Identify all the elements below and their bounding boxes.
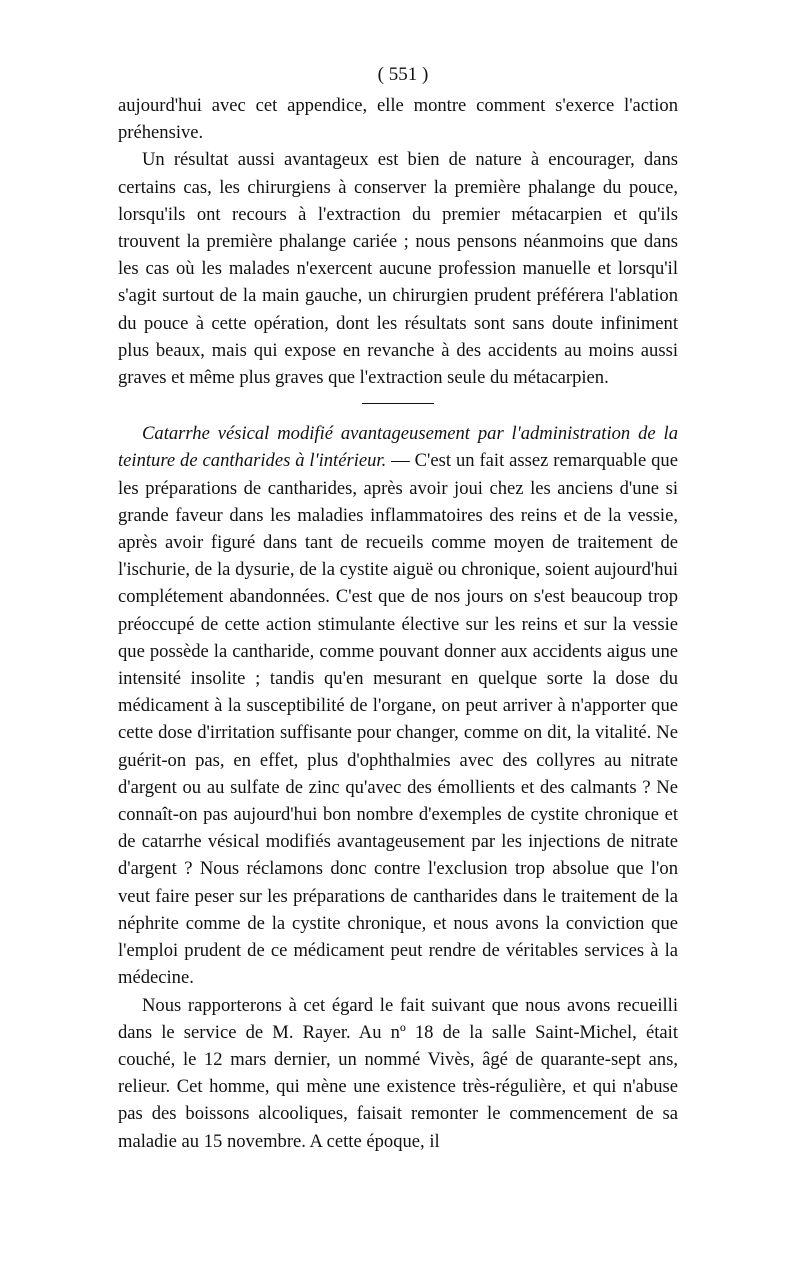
paragraph-phalange: Un résultat aussi avantageux est bien de nature à encourager, dans certains cas, les chirurgiens à conserver la première phalange du pouce, lorsqu'ils ont recours à l'extraction du premier métacarpien et qu'ils trouvent la première phalange cariée ; nous pensons néanmoins que dans les cas où les malades n'exercent aucune profession manuelle et lorsqu'il s'agit surtout de la main gauche, un chirurgien prudent préférera l'ablation du pouce à cette opération, dont les résultats sont sans doute infiniment plus beaux, mais qui expose en revanche à des accidents au moins aussi graves et même plus graves que l'extraction seule du métacarpien. (118, 149, 678, 389)
section-title: Catarrhe vésical modifié avantageusement par l'administration de la teinture de cantharides à l'intérieur. (118, 423, 678, 472)
section-divider (362, 403, 434, 404)
section-body: — C'est un fait assez remarquable que les préparations de cantharides, après avoir joui chez les anciens d'une si grande faveur dans les maladies inflammatoires des reins et de la vessie, après avoir figuré dans tant de recueils comme moyen de traitement de l'ischurie, de la dysurie, de la cystite aiguë ou chronique, soient aujourd'hui complétement abandonnées. C'est que de nos jours on s'est beaucoup trop préoccupé de cette action stimulante élective sur les reins et sur la vessie que possède la cantharide, comme pouvant donner aux accidents aigus une intensité insolite ; tandis qu'en mesurant en quelque sorte la dose du médicament à la susceptibilité de l'organe, on peut arriver à n'apporter que cette dose d'irritation suffisante pour changer, comme on dit, la vitalité. Ne guérit-on pas, en effet, plus d'ophthalmies avec des collyres au nitrate d'argent ou au sulfate de zinc qu'avec des émollients et des calmants ? Ne connaît-on pas aujourd'hui bon nombre d'exemples de cystite chronique et de catarrhe vésical modifiés avantageusement par les injections de nitrate d'argent ? Nous réclamons donc contre l'exclusion trop absolue que l'on veut faire peser sur les préparations de cantharides dans le traitement de la néphrite comme de la cystite chronique, et nous avons la conviction que l'emploi prudent de ce médicament peut rendre de véritables services à la médecine. (118, 450, 678, 989)
paragraph-observation: Nous rapporterons à cet égard le fait suivant que nous avons recueilli dans le service de M. Rayer. Au nº 18 de la salle Saint-Michel, était couché, le 12 mars dernier, un nommé Vivès, âgé de quarante-sept ans, relieur. Cet homme, qui mène une existence très-régulière, et qui n'abuse pas des boissons alcooliques, faisait remonter le commencement de sa maladie au 15 novembre. A cette époque, il (118, 994, 678, 1152)
paragraph-continuation: aujourd'hui avec cet appendice, elle montre comment s'exerce l'action préhensive. (118, 95, 678, 144)
page-number: ( 551 ) (377, 64, 429, 85)
page (118, 58, 678, 1155)
paragraph-catarrhe (118, 420, 678, 991)
